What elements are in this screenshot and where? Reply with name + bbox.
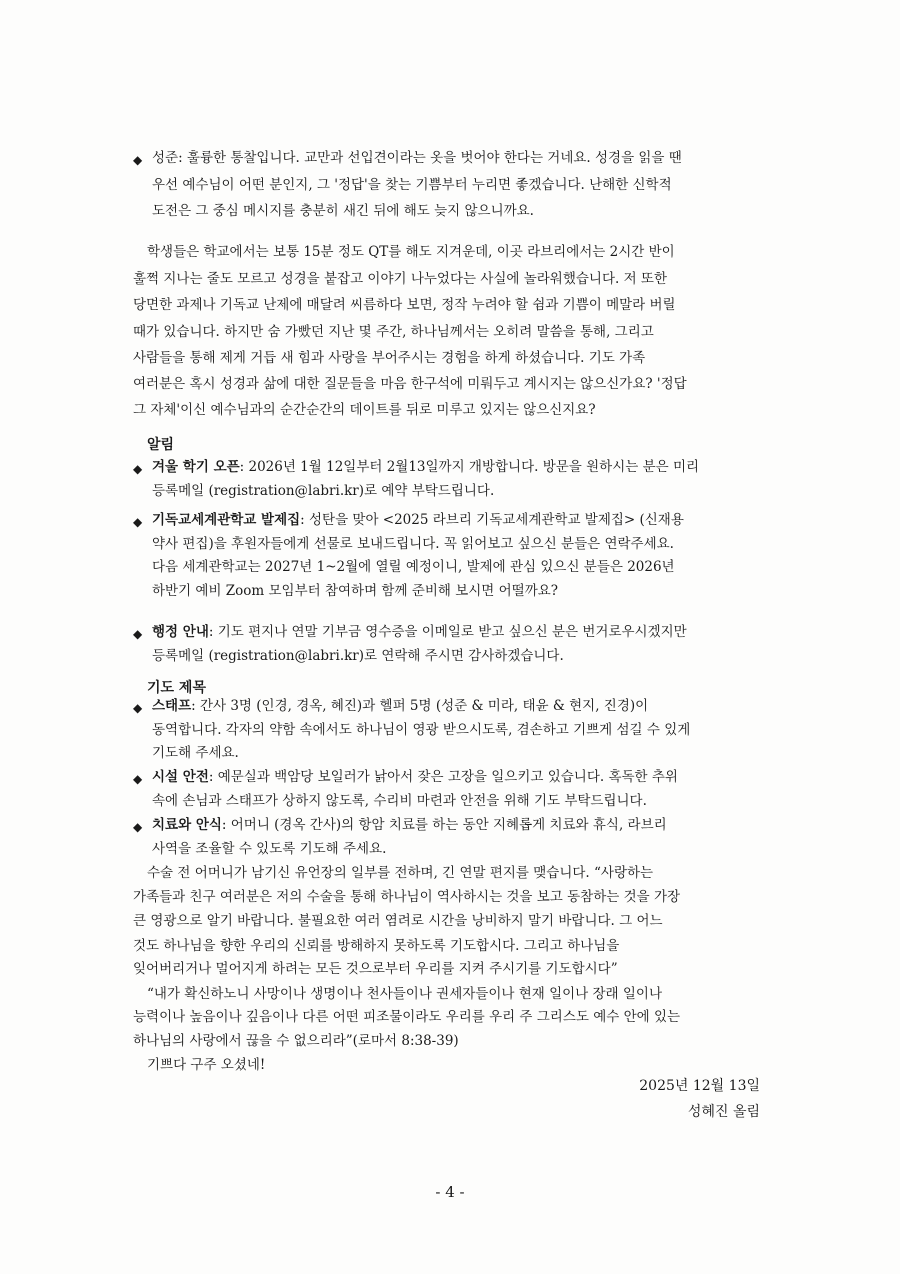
diamond-bullet-icon: ◆	[133, 627, 143, 641]
notice-line: 행정 안내: 기도 편지나 연말 기부금 영수증을 이메일로 받고 싶으신 분은 번거로우시겠지만	[152, 624, 687, 640]
diamond-bullet-icon: ◆	[133, 701, 143, 715]
notice-line: 겨울 학기 오픈: 2026년 1월 12일부터 2월13일까지 개방합니다. 방문을 원하시는 분은 미리	[152, 459, 700, 475]
prayer-line: 기도해 주세요.	[152, 745, 239, 761]
prayer-line: 사역을 조율할 수 있도록 기도해 주세요.	[152, 840, 387, 857]
paragraph-line: 그 자체'이신 예수님과의 순간순간의 데이트를 뒤로 미루고 있지는 않으신지요?	[133, 402, 596, 418]
scripture-line: “내가 확신하노니 사망이나 생명이나 천사들이나 권세자들이나 현재 일이나 장래 일이나	[147, 986, 662, 1002]
letter-date: 2025년 12월 13일	[639, 1078, 760, 1094]
item-label: 스태프	[152, 698, 192, 714]
qa-line: 도전은 그 중심 메시지를 충분히 새긴 뒤에 해도 늦지 않으니까요.	[152, 203, 534, 219]
notice-line: 약사 편집)을 후원자들에게 선물로 보내드립니다. 꼭 읽어보고 싶으신 분들은 연락주세요.	[152, 535, 674, 552]
qa-line: 우선 예수님이 어떤 분인지, 그 '정답'을 찾는 기쁨부터 누리면 좋겠습니다. 난해한 신학적	[152, 176, 672, 193]
closing-line: 수술 전 어머니가 남기신 유언장의 일부를 전하며, 긴 연말 편지를 맺습니다. “사랑하는	[147, 865, 654, 881]
paragraph-line: 때가 있습니다. 하지만 숨 가빴던 지난 몇 주간, 하나님께서는 오히려 말씀을 통해, 그리고	[133, 324, 654, 340]
diamond-bullet-icon: ◆	[133, 153, 143, 167]
diamond-bullet-icon: ◆	[133, 462, 143, 476]
scripture-line: 능력이나 높음이나 깊음이나 다른 어떤 피조물이라도 우리를 우리 주 그리스도 예수 안에 있는	[133, 1009, 681, 1025]
paragraph-line: 여러분은 혹시 성경과 삶에 대한 질문들을 마음 한구석에 미뤄두고 계시지는 않으신가요? '정답	[133, 376, 687, 392]
paragraph-line: 당면한 과제나 기독교 난제에 매달려 씨름하다 보면, 정작 누려야 할 쉼과 기쁨이 메말라 버릴	[133, 297, 676, 313]
item-label: 기독교세계관학교 발제집	[152, 512, 301, 528]
closing-line: 잊어버리거나 멀어지게 하려는 모든 것으로부터 우리를 지켜 주시기를 기도합시다”	[133, 961, 618, 977]
closing-line: 것도 하나님을 향한 우리의 신뢰를 방해하지 못하도록 기도합시다. 그리고 하나님을	[133, 938, 620, 954]
diamond-bullet-icon: ◆	[133, 820, 143, 834]
prayer-line: 동역합니다. 각자의 약함 속에서도 하나님이 영광 받으시도록, 겸손하고 기쁘게 섬길 수 있게	[152, 721, 691, 738]
qa-line: 성준: 훌륭한 통찰입니다. 교만과 선입견이라는 옷을 벗어야 한다는 거네요. 성경을 읽을 땐	[152, 150, 682, 166]
notice-line: 기독교세계관학교 발제집: 성탄을 맞아 <2025 라브리 기독교세계관학교 발제집> (신재용	[152, 512, 684, 528]
item-label: 행정 안내	[152, 624, 209, 640]
notice-line: 하반기 예비 Zoom 모임부터 참여하며 함께 준비해 보시면 어떨까요?	[152, 582, 559, 599]
item-label: 겨울 학기 오픈	[152, 459, 240, 475]
notice-line: 등록메일 (registration@labri.kr)로 연락해 주시면 감사하겠습니다.	[152, 647, 564, 664]
prayer-line: 속에 손님과 스태프가 상하지 않도록, 수리비 마련과 안전을 위해 기도 부탁드립니다.	[152, 792, 647, 809]
greeting-line: 기쁘다 구주 오셨네!	[147, 1057, 266, 1073]
notice-line: 다음 세계관학교는 2027년 1~2월에 열릴 예정이니, 발제에 관심 있으신 분들은 2026년	[152, 559, 675, 575]
prayer-line: 치료와 안식: 어머니 (경옥 간사)의 항암 치료를 하는 동안 지혜롭게 치료와 휴식, 라브리	[152, 817, 667, 833]
item-label: 시설 안전	[152, 769, 209, 785]
closing-line: 큰 영광으로 알기 바랍니다. 불필요한 여러 염려로 시간을 낭비하지 말기 바랍니다. 그 어느	[133, 913, 663, 929]
letter-signature: 성혜진 올림	[687, 1104, 760, 1120]
prayers-heading: 기도 제목	[147, 680, 206, 696]
scripture-line: 하나님의 사랑에서 끊을 수 없으리라”(로마서 8:38-39)	[133, 1033, 459, 1049]
page-number: - 4 -	[435, 1183, 465, 1201]
notices-heading: 알림	[147, 437, 175, 453]
paragraph-line: 훌쩍 지나는 줄도 모르고 성경을 붙잡고 이야기 나누었다는 사실에 놀라워했습니다. 저 또한	[133, 271, 668, 287]
notice-line: 등록메일 (registration@labri.kr)로 예약 부탁드립니다.	[152, 482, 495, 499]
item-label: 치료와 안식	[152, 817, 222, 833]
paragraph-line: 학생들은 학교에서는 보통 15분 정도 QT를 해도 지겨운데, 이곳 라브리에서는 2시간 반이	[147, 244, 675, 260]
diamond-bullet-icon: ◆	[133, 515, 143, 529]
prayer-line: 스태프: 간사 3명 (인경, 경옥, 혜진)과 헬퍼 5명 (성준 & 미라, 태윤 & 현지, 진경)이	[152, 698, 649, 714]
paragraph-line: 사람들을 통해 제게 거듭 새 힘과 사랑을 부어주시는 경험을 하게 하셨습니다. 기도 가족	[133, 350, 646, 366]
prayer-line: 시설 안전: 예문실과 백암당 보일러가 낡아서 잦은 고장을 일으키고 있습니다. 혹독한 추위	[152, 769, 678, 785]
closing-line: 가족들과 친구 여러분은 저의 수술을 통해 하나님이 역사하시는 것을 보고 동참하는 것을 가장	[133, 889, 681, 905]
diamond-bullet-icon: ◆	[133, 772, 143, 786]
